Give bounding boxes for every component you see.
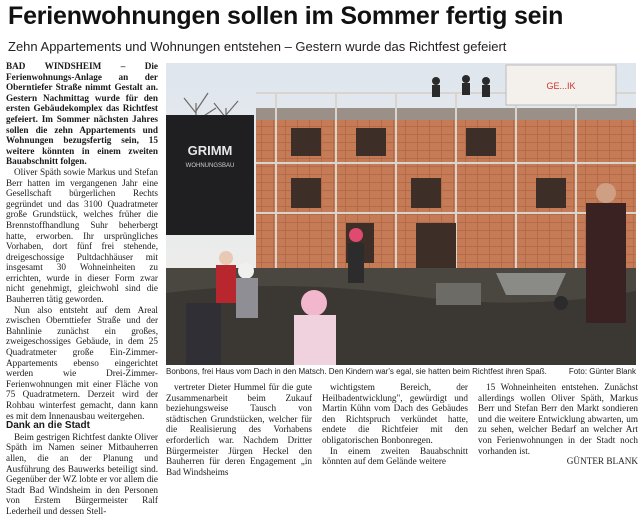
body-paragraph: Nun also entsteht auf dem Areal zwischen Obernttiefer Straße und der Bahnlinie zunächst ein großes, zweigeschossiges Gebäude, in dem 25 Quadratmeter große Ein-Zimmer-Appartements ebenso eingerichtet werden wie Drei-Zimmer-Ferienwohnungen mit einer Fläche von 75 Quadratmetern. Derzeit wird der Rohbau winterfest gemacht, dann kann es mit dem Innenausbau weitergehen.	[6, 304, 158, 421]
body-paragraph: 15 Wohneinheiten entstehen. Zunächst allerdings wollen Oliver Späth, Markus Berr und Stefan Berr den Markt sondieren und die weitere Entwicklung abwarten, um zu sehen, welcher Bedarf an welcher Art von Ferienwohnungen in der Stadt noch vorhanden ist.	[478, 382, 638, 456]
body-paragraph: In einem zweiten Bauabschnitt könnten auf dem Gelände weitere	[322, 445, 468, 467]
sign-subtitle: WOHNUNGSBAU	[185, 163, 235, 169]
article-column-bottom-1	[166, 382, 312, 477]
photo-credit: Foto: Günter Blank	[568, 367, 636, 376]
headline: Ferienwohnungen sollen im Sommer fertig sein	[8, 2, 564, 30]
article-column-bottom-3	[478, 382, 638, 467]
banner-text: GE...IK	[546, 81, 576, 91]
body-paragraph: wichtigstem Bereich, der Heilbadentwicklung", gewürdigt und Martin Kühn vom Dach des Gebäudes den Richtspruch verkündet hatte, endete die Richtfeier mit den obligatorischen Bonbonregen.	[322, 382, 468, 445]
article-column-left	[6, 61, 158, 517]
section-heading: Dank an die Stadt	[6, 420, 90, 432]
body-paragraph: Oliver Späth sowie Markus und Stefan Berr hatten im vergangenen Jahr eine Gesellschaft bürgerlichen Rechts gegründet und das 3100 Quadratmeter große Grundstück, welches früher die Brennstoffhandlung Suhr beherbergt hatte, erworben. Ihr ursprüngliches Vorhaben, dort fünf frei stehende, dreigeschossige Pultdachhäuser mit insgesamt 30 Wohneinheiten zu errichten, wurde in dieser Form zwar nicht genehmigt, gleichwohl sind die Bauherren tätig geworden.	[6, 166, 158, 305]
article-photo	[166, 63, 636, 365]
lead-paragraph: BAD WINDSHEIM – Die Ferienwohnungs-Anlage an der Oberntiefer Straße nimmt Gestalt an. Gestern Nachmittag wurde für den ersten Gebäudekomplex das Richtfest gefeiert. Im Sommer nächsten Jahres sollen die zehn Appartements und Wohnungen bezugsfertig sein, 15 weitere könnten in einem zweiten Bauabschnitt folgen.	[6, 61, 158, 167]
body-paragraph: vertreter Dieter Hummel für die gute Zusammenarbeit beim Zukauf beziehungsweise Tausch von städtischen Grundstücken, welcher für die Realisierung des Vorhabens erforderlich war. Nachdem Dritter Bürgermeister Jürgen Heckel den Bauherren für deren Engagement „in Bad Windsheims	[166, 382, 312, 477]
photo-caption	[166, 367, 636, 376]
subheadline: Zehn Appartements und Wohnungen entstehen – Gestern wurde das Richtfest gefeiert	[8, 39, 507, 54]
construction-photo	[166, 63, 636, 365]
caption-text: Bonbons, frei Haus vom Dach in den Matsch. Den Kindern war's egal, sie hatten beim Richtfest ihren Spaß.	[166, 367, 547, 376]
author-byline: GÜNTER BLANK	[566, 456, 638, 467]
body-paragraph: Beim gestrigen Richtfest dankte Oliver Späth im Namen seiner Mitbauherren allen, die an der Planung und Ausführung des Bauwerks beteiligt sind. Gegenüber der WZ lobte er vor allem die Stadt Bad Windsheim in den Personen von Erstem Bürgermeister Ralf Lederheil und dessen Stell-	[6, 431, 158, 516]
sign-title: GRIMM	[187, 143, 233, 158]
article-column-bottom-2	[322, 382, 468, 467]
